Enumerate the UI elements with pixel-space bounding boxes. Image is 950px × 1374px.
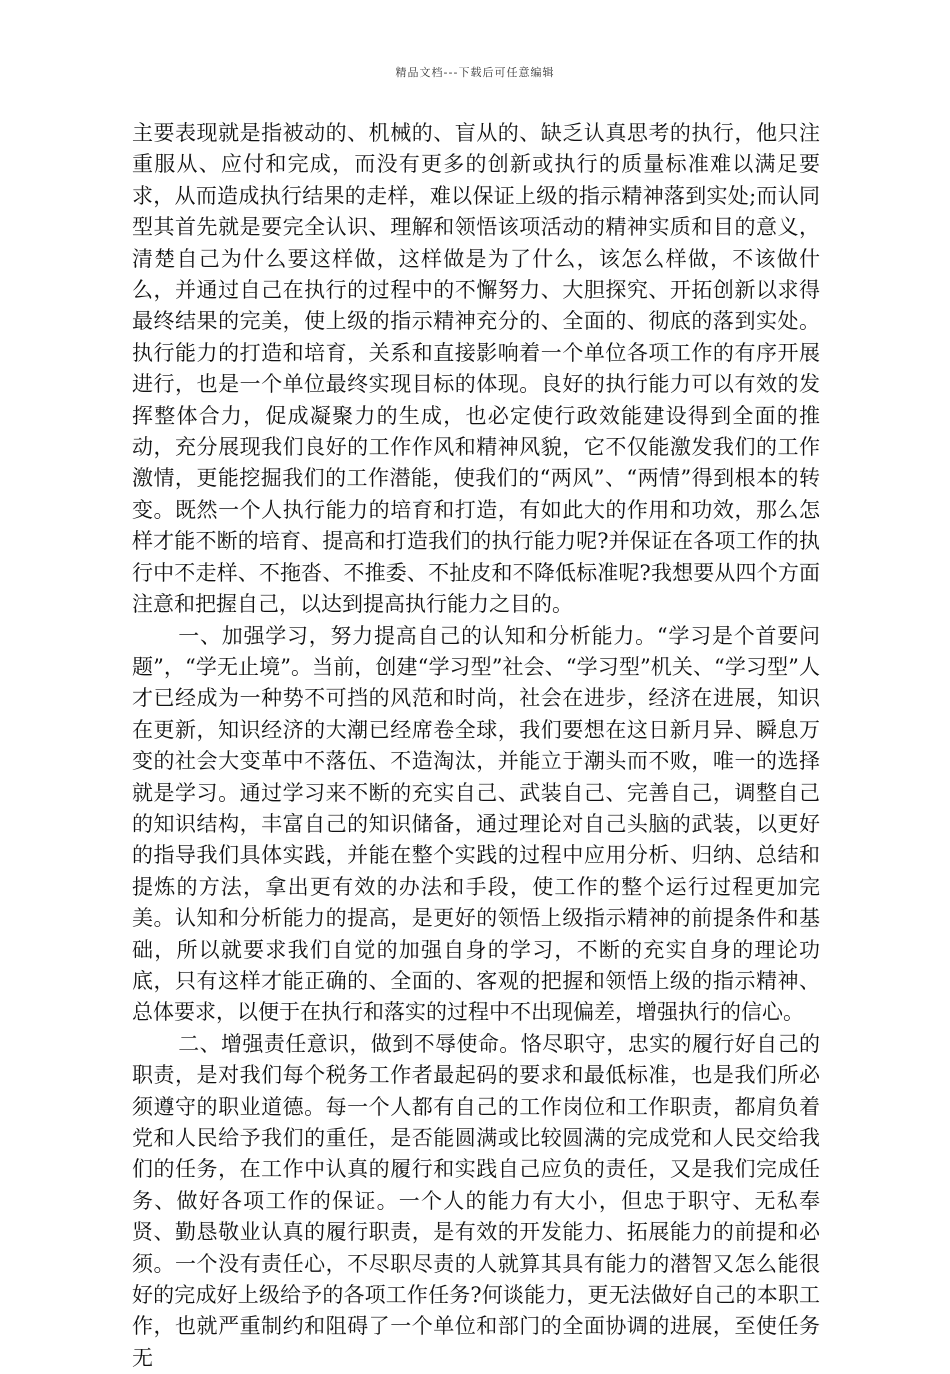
document-body [132,118,820,1374]
paragraph-section-one: 一、加强学习，努力提高自己的认知和分析能力。“学习是个首要问题”，“学无止境”。当前，创建“学习型”社会、“学习型”机关、“学习型”人才已经成为一种势不可挡的风范和时尚，社会在进步，经济在进展，知识在更新，知识经济的大潮已经席卷全球，我们要想在这日新月异、瞬息万变的社会大变革中不落伍、不造淘汰，并能立于潮头而不败，唯一的选择就是学习。通过学习来不断的充实自己、武装自己、完善自己，调整自己的知识结构，丰富自己的知识储备，通过理论对自己头脑的武装，以更好的指导我们具体实践，并能在整个实践的过程中应用分析、归纳、总结和提炼的方法，拿出更有效的办法和手段，使工作的整个运行过程更加完美。认知和分析能力的提高，是更好的领悟上级指示精神的前提条件和基础，所以就要求我们自觉的加强自身的学习，不断的充实自身的理论功底，只有这样才能正确的、全面的、客观的把握和领悟上级的指示精神、总体要求，以便于在执行和落实的过程中不出现偏差，增强执行的信心。 [132,623,820,1025]
paragraph-continuation: 主要表现就是指被动的、机械的、盲从的、缺乏认真思考的执行，他只注重服从、应付和完成，而没有更多的创新或执行的质量标准难以满足要求，从而造成执行结果的走样，难以保证上级的指示精神落到实处;而认同型其首先就是要完全认识、理解和领悟该项活动的精神实质和目的意义，清楚自己为什么要这样做，这样做是为了什么，该怎么样做，不该做什么，并通过自己在执行的过程中的不懈努力、大胆探究、开拓创新以求得最终结果的完美，使上级的指示精神充分的、全面的、彻底的落到实处。执行能力的打造和培育，关系和直接影响着一个单位各项工作的有序开展进行，也是一个单位最终实现目标的体现。良好的执行能力可以有效的发挥整体合力，促成凝聚力的生成，也必定使行政效能建设得到全面的推动，充分展现我们良好的工作作风和精神风貌，它不仅能激发我们的工作激情，更能挖掘我们的工作潜能，使我们的“两风”、“两情”得到根本的转变。既然一个人执行能力的培育和打造，有如此大的作用和功效，那么怎样才能不断的培育、提高和打造我们的执行能力呢?并保证在各项工作的执行中不走样、不拖沓、不推委、不扯皮和不降低标准呢?我想要从四个方面注意和把握自己，以达到提高执行能力之目的。 [132,121,820,617]
paragraph-section-two: 二、增强责任意识，做到不辱使命。恪尽职守，忠实的履行好自己的职责，是对我们每个税务工作者最起码的要求和最低标准，也是我们所必须遵守的职业道德。每一个人都有自己的工作岗位和工作职责，都肩负着党和人民给予我们的重任，是否能圆满或比较圆满的完成党和人民交给我们的任务，在工作中认真的履行和实践自己应负的责任，又是我们完成任务、做好各项工作的保证。一个人的能力有大小，但忠于职守、无私奉贤、勤恳敬业认真的履行职责，是有效的开发能力、拓展能力的前提和必须。一个没有责任心，不尽职尽责的人就算其具有能力的潜智又怎么能很好的完成好上级给予的各项工作任务?何谈能力，更无法做好自己的本职工作，也就严重制约和阻碍了一个单位和部门的全面协调的进展，至使任务无 [132,1031,820,1370]
page-header: 精品文档---下载后可任意编辑 [395,66,555,79]
